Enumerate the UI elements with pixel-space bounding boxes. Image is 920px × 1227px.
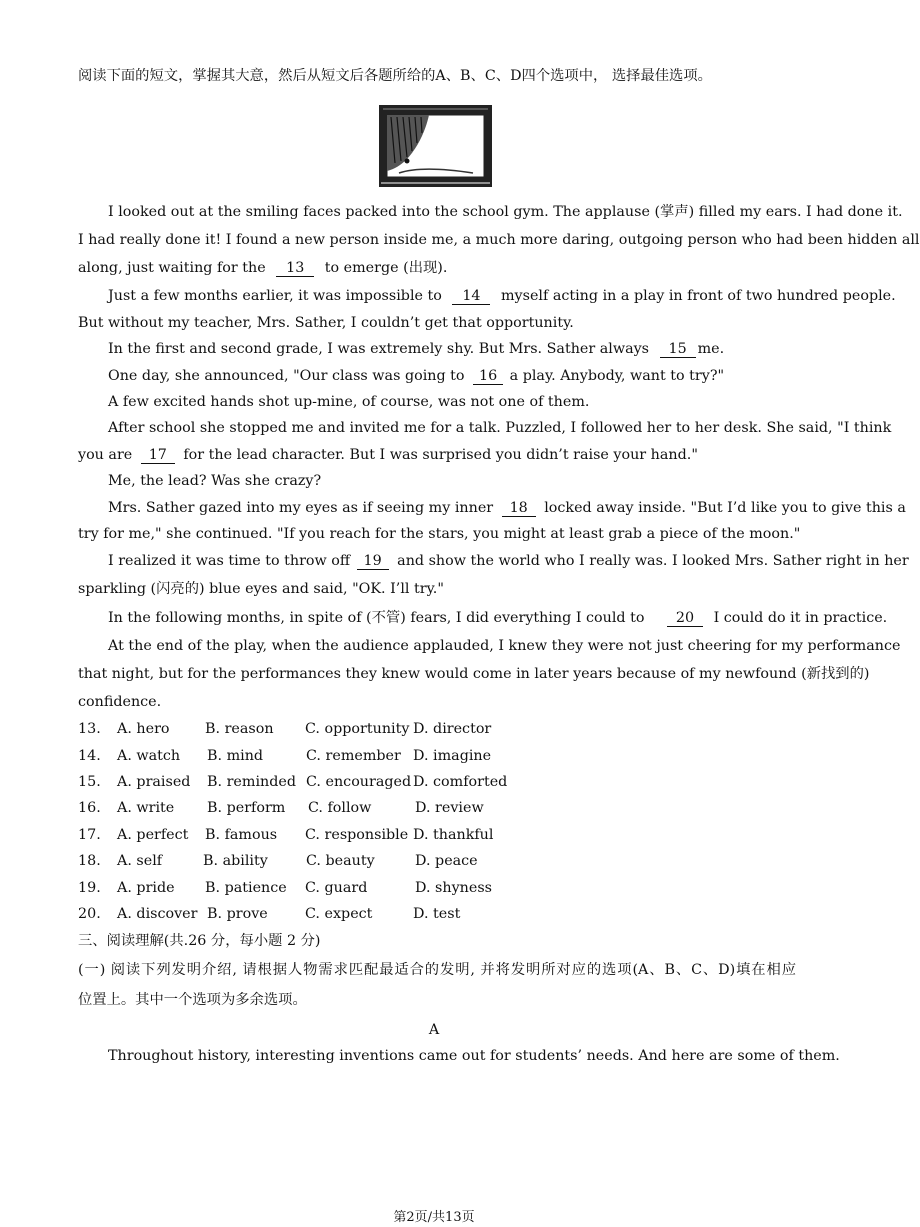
paragraph-4 [108, 366, 796, 386]
text-segment: locked away inside. "But I’d like you to give this a [544, 500, 906, 516]
text-segment: One day, she announced, "Our class was going to [108, 368, 465, 384]
option-b: B. reason [205, 721, 274, 737]
blank-13: 13 [276, 260, 314, 277]
text-segment: for the lead character. But I was surprised you didn’t raise your hand." [183, 447, 698, 463]
option-c: C. beauty [306, 853, 375, 869]
paragraph-1-line-1: I looked out at the smiling faces packed into the school gym. The applause (掌声) filled my ears. I had done it. [108, 204, 903, 220]
subsection-1-instructions-line-1: (一) 阅读下列发明介绍, 请根据人物需求匹配最适合的发明, 并将发明所对应的选项(A、B、C、D)填在相应 [78, 962, 796, 978]
blank-20: 20 [667, 610, 703, 627]
option-b: B. perform [207, 800, 286, 816]
question-number: 16. [78, 800, 101, 816]
paragraph-6-line-1: After school she stopped me and invited me for a talk. Puzzled, I followed her to her desk. She said, "I think [108, 420, 892, 436]
option-b: B. ability [203, 853, 268, 869]
paragraph-11-line-1: At the end of the play, when the audience applauded, I knew they were not just cheering for my performance [108, 638, 901, 654]
option-a: A. praised [117, 774, 191, 790]
blank-15: 15 [660, 341, 696, 358]
option-a: A. write [117, 800, 175, 816]
text-segment: I could do it in practice. [713, 610, 888, 626]
option-b: B. reminded [207, 774, 296, 790]
subsection-1-instructions-line-2: 位置上。其中一个选项为多余选项。 [78, 992, 307, 1008]
paragraph-9-line-1 [108, 551, 909, 571]
text-segment: In the following months, in spite of (不管) fears, I did everything I could to [108, 610, 645, 626]
option-a: A. discover [117, 906, 198, 922]
option-c: C. responsible [305, 827, 409, 843]
paragraph-2-line-1 [108, 286, 896, 306]
option-b: B. famous [205, 827, 278, 843]
passage-letter: A [428, 1022, 440, 1038]
text-segment: Just a few months earlier, it was impossible to [108, 288, 442, 304]
question-number: 18. [78, 853, 101, 869]
option-d: D. imagine [413, 748, 492, 764]
option-a: A. watch [117, 748, 181, 764]
paragraph-11-line-2: that night, but for the performances they knew would come in later years because of my newfound (新找到的) [78, 666, 870, 682]
option-b: B. mind [207, 748, 264, 764]
option-d: D. review [415, 800, 484, 816]
option-c: C. opportunity [305, 721, 410, 737]
option-c: C. expect [305, 906, 373, 922]
option-d: D. comforted [413, 774, 508, 790]
page-footer: 第2页/共13页 [393, 1210, 475, 1225]
text-segment: along, just waiting for the [78, 260, 266, 276]
paragraph-3 [108, 339, 796, 359]
blank-14: 14 [452, 288, 490, 305]
passage-intro: Throughout history, interesting inventions came out for students’ needs. And here are some of them. [108, 1048, 840, 1064]
text-segment: to emerge (出现). [324, 260, 448, 276]
paragraph-10 [108, 608, 888, 628]
paragraph-8-line-2: try for me," she continued. "If you reach for the stars, you might at least grab a piece of the moon." [78, 526, 801, 542]
stage-curtain-illustration [377, 103, 494, 189]
paragraph-1-line-3 [78, 258, 796, 278]
option-a: A. perfect [117, 827, 189, 843]
text-segment: Mrs. Sather gazed into my eyes as if seeing my inner [108, 500, 494, 516]
text-segment: and show the world who I really was. I looked Mrs. Sather right in her [397, 553, 909, 569]
question-number: 19. [78, 880, 101, 896]
option-a: A. hero [117, 721, 170, 737]
blank-18: 18 [502, 500, 536, 517]
text-segment: you are [78, 447, 133, 463]
question-number: 15. [78, 774, 101, 790]
question-number: 13. [78, 721, 101, 737]
paragraph-8-line-1 [108, 498, 906, 518]
text-segment: a play. Anybody, want to try?" [509, 368, 725, 384]
text-segment: In the first and second grade, I was extremely shy. But Mrs. Sather always [108, 341, 650, 357]
option-a: A. self [117, 853, 163, 869]
paragraph-7: Me, the lead? Was she crazy? [108, 473, 322, 489]
option-d: D. director [413, 721, 492, 737]
paragraph-6-line-2 [78, 445, 796, 465]
option-d: D. test [413, 906, 461, 922]
question-number: 14. [78, 748, 101, 764]
option-d: D. shyness [415, 880, 493, 896]
question-number: 20. [78, 906, 101, 922]
option-b: B. prove [207, 906, 268, 922]
option-c: C. follow [308, 800, 372, 816]
question-number: 17. [78, 827, 101, 843]
text-segment: me. [697, 341, 725, 357]
option-c: C. encouraged [306, 774, 412, 790]
option-d: D. peace [415, 853, 478, 869]
blank-17: 17 [141, 447, 175, 464]
text-segment: I realized it was time to throw off [108, 553, 351, 569]
option-c: C. guard [305, 880, 368, 896]
paragraph-5: A few excited hands shot up-mine, of course, was not one of them. [108, 394, 590, 410]
instructions: 阅读下面的短文，掌握其大意，然后从短文后各题所给的A、B、C、D四个选项中， 选择最佳选项。 [78, 68, 712, 84]
paragraph-1-line-2: I had really done it! I found a new person inside me, a much more daring, outgoing person who had been hidden all [78, 232, 920, 248]
paragraph-2-line-2: But without my teacher, Mrs. Sather, I couldn’t get that opportunity. [78, 315, 574, 331]
paragraph-11-line-3: confidence. [78, 694, 162, 710]
option-c: C. remember [306, 748, 401, 764]
section-3-heading: 三、阅读理解(共.26 分，每小题 2 分) [78, 933, 321, 949]
blank-19: 19 [357, 553, 389, 570]
text-segment: myself acting in a play in front of two hundred people. [500, 288, 896, 304]
blank-16: 16 [473, 368, 503, 385]
paragraph-9-line-2: sparkling (闪亮的) blue eyes and said, "OK. I’ll try." [78, 581, 444, 597]
option-b: B. patience [205, 880, 287, 896]
option-d: D. thankful [413, 827, 494, 843]
option-a: A. pride [117, 880, 175, 896]
